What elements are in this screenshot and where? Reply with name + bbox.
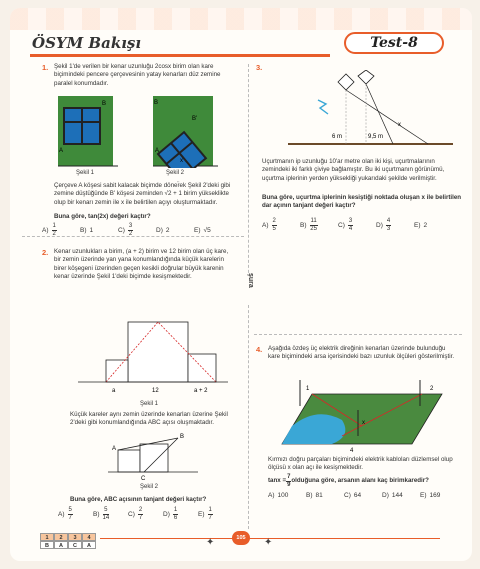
q4-choice-1 <box>306 492 344 499</box>
q2-choice-numerator: 1 <box>173 507 178 513</box>
q2-fig2-square-a2 <box>140 444 168 472</box>
q2-choice-label: A) <box>58 511 65 518</box>
side-logo: şura <box>242 273 254 303</box>
q2-choice-label: E) <box>198 511 205 518</box>
q2-choice-denominator: 6 <box>173 515 178 521</box>
q4-choice-label: A) <box>268 492 275 499</box>
page-footer <box>10 531 472 561</box>
q1-fig1-caption: Şekil 1 <box>76 170 95 176</box>
q4-choice-0 <box>268 492 306 499</box>
q3-choice-label: D) <box>376 222 383 229</box>
q4-figure <box>272 376 452 452</box>
q2-choice-denominator: 7 <box>138 515 143 521</box>
q4-choice-value: 100 <box>277 492 289 499</box>
q1-choice-2 <box>118 223 156 238</box>
q2-choice-fraction <box>173 507 178 522</box>
q2-choice-fraction <box>103 507 110 522</box>
footer-figure-right: ✦ <box>264 537 273 548</box>
q2-fig2-label-b: B <box>180 434 185 440</box>
q2-choice-numerator: 2 <box>138 507 143 513</box>
q3-choice-numerator: 3 <box>348 218 353 224</box>
q3-intro: Uçurtmanın ip uzunluğu 10'ar metre olan iki kişi, uçurtmalarının zemindeki iki farklı çiviye bağlamıştır. Bu iki uçurtmanın görünümü, uçurtma iplerinin yerden yüksekliği yukarıdaki şekilde verilmiştir. <box>262 158 445 182</box>
q3-choice-label: B) <box>300 222 307 229</box>
q4-question <box>268 474 462 489</box>
answer-key-numbers-0: 1 <box>40 533 54 541</box>
q1-body: Çerçeve A köşesi sabit kalacak biçimde döner̈ek Şekil 2'deki gibi zemine düştüğünde B' köşesi zeminden √2 + 1 birim yükseklikte olup bir kenarı zemin ile x ile belirtilen açıyı oluşturmaktadır. <box>54 182 231 206</box>
q4-question-post: olduğuna göre, arsanın alanı kaç birimkaredir? <box>291 477 429 485</box>
q1-choices <box>42 223 232 238</box>
q3-choice-fraction <box>386 218 391 233</box>
q1-fig2-caption: Şekil 2 <box>166 170 185 176</box>
q3-question: Buna göre, uçurtma iplerinin kesiştiği noktada oluşan x ile belirtilen dar açının tanjant değeri kaçtır? <box>262 194 462 210</box>
q2-choice-label: D) <box>163 511 170 518</box>
answer-key <box>40 533 96 549</box>
answer-key-numbers <box>40 533 96 541</box>
q4-choices <box>268 492 458 499</box>
q1-choice-label: C) <box>118 227 125 234</box>
q3-tail-decoration <box>318 100 328 114</box>
q4-choice-label: E) <box>420 492 427 499</box>
q2-choice-0 <box>58 507 93 522</box>
q3-divider <box>254 334 462 335</box>
q4-choice-label: B) <box>306 492 313 499</box>
q1-choice-label: D) <box>156 227 163 234</box>
q2-fig2-square-a <box>118 450 140 472</box>
q2-choice-2 <box>128 507 163 522</box>
q3-choice-denominator: 5 <box>272 226 276 232</box>
q1-fig2-label-a: A <box>155 148 160 154</box>
q2-choice-numerator: 5 <box>104 507 108 513</box>
q3-kite-left <box>338 74 354 90</box>
q4-label-1: 1 <box>306 386 310 392</box>
q1-choice-numerator: 1 <box>52 223 56 229</box>
q3-choice-2 <box>338 218 376 233</box>
q3-choice-label: C) <box>338 222 345 229</box>
q2-choice-4 <box>198 507 233 522</box>
q2-label-a: a <box>112 388 116 394</box>
q2-choice-3 <box>163 507 198 522</box>
q1-choice-3 <box>156 223 194 238</box>
page-number: 105 <box>232 531 250 545</box>
q2-number: 2. <box>42 248 49 257</box>
q4-choice-label: D) <box>382 492 389 499</box>
q4-water <box>282 414 345 444</box>
q3-choice-numerator: 4 <box>386 218 391 224</box>
q2-choice-denominator: 7 <box>208 515 212 521</box>
q2-fig2-caption: Şekil 2 <box>140 484 159 490</box>
q3-choice-numerator: 11 <box>310 218 317 224</box>
q2-label-12: 12 <box>152 388 159 394</box>
q3-kite-right <box>358 70 374 84</box>
q3-choice-1 <box>300 218 338 233</box>
q3-choices <box>262 218 452 233</box>
test-title: Test-8 <box>344 32 444 54</box>
q4-label-x: x <box>362 420 365 426</box>
q1-choice-label: B) <box>80 227 87 234</box>
q4-choice-value: 81 <box>315 492 323 499</box>
q1-choice-fraction <box>128 223 133 238</box>
workbook-page <box>10 8 472 561</box>
q2-choice-fraction <box>208 507 213 522</box>
q1-question: Buna göre, tan(2x) değeri kaçtır? <box>54 213 151 220</box>
top-decorative-pattern <box>10 8 472 30</box>
q3-string-left <box>346 90 428 144</box>
q2-fig2-label-a: A <box>112 446 117 452</box>
q4-question-den: 9 <box>287 482 291 488</box>
q1-choice-denominator: 2 <box>52 231 56 237</box>
q4-label-2: 2 <box>430 386 434 392</box>
q3-choice-label: A) <box>262 222 269 229</box>
q2-choice-numerator: 1 <box>208 507 212 513</box>
answer-key-letters <box>40 541 96 549</box>
q1-figures <box>58 96 238 168</box>
q1-choice-value: 1 <box>89 227 94 234</box>
q3-choice-denominator: 3 <box>386 226 391 232</box>
q2-label-a2: a + 2 <box>194 388 208 394</box>
q1-choice-1 <box>80 223 118 238</box>
brand-title: ÖSYM Bakışı <box>32 34 142 52</box>
q2-choice-1 <box>93 507 128 522</box>
q4-body: Kırmızı doğru parçaları biçimindeki elektrik kabloları düzlemsel olup ölçüsü x olan açı ile kesişmektedir. <box>268 456 453 472</box>
q4-choice-2 <box>344 492 382 499</box>
q1-number: 1. <box>42 63 49 72</box>
q1-choice-label: A) <box>42 227 49 234</box>
q2-big-square <box>128 322 188 382</box>
q3-choice-denominator: 25 <box>310 226 317 232</box>
q3-choice-value: 2 <box>423 222 428 229</box>
q3-choice-fraction <box>348 218 353 233</box>
q2-choice-fraction <box>68 507 73 522</box>
q1-choice-value: √5 <box>203 227 211 234</box>
q1-choice-4 <box>194 223 232 238</box>
answer-key-letters-3: A <box>82 541 96 549</box>
q2-fig2 <box>108 428 198 483</box>
footer-figure-left: ✦ <box>206 537 215 548</box>
q2-choice-label: C) <box>128 511 135 518</box>
q1-choice-numerator: 3 <box>128 223 133 229</box>
q3-choice-fraction <box>272 218 277 233</box>
q3-label-9-5m: 9,5 m <box>368 134 384 140</box>
q4-choice-value: 169 <box>429 492 441 499</box>
q1-fig1-label-b: B <box>102 101 107 107</box>
q2-intro: Kenar uzunlukları a birim, (a + 2) birim ve 12 birim olan üç kare, bir zemin üzerinde yan yana konumlandığında küçük karelerin birer köşegeni üzerinden geçen kesikli doğrular büyük karenin kenar üzerinde Şekil 1'deki biçimde kesişmektedir. <box>54 248 229 281</box>
q4-choice-4 <box>420 492 458 499</box>
q1-choice-fraction <box>52 223 57 238</box>
q2-choice-fraction <box>138 507 143 522</box>
q3-choice-label: E) <box>414 222 421 229</box>
q4-choice-label: C) <box>344 492 351 499</box>
q2-choice-label: B) <box>93 511 100 518</box>
q2-fig1 <box>78 310 228 400</box>
q2-fig1-caption: Şekil 1 <box>140 401 159 407</box>
q2-question: Buna göre, ABC açısının tanjant değeri kaçtır? <box>70 496 207 503</box>
q3-choice-0 <box>262 218 300 233</box>
q1-choice-label: E) <box>194 227 201 234</box>
answer-key-numbers-1: 2 <box>54 533 68 541</box>
q2-choices <box>58 507 233 522</box>
q3-choice-numerator: 2 <box>272 218 276 224</box>
answer-key-numbers-2: 3 <box>68 533 82 541</box>
q1-fig2-label-b-prime: B' <box>192 116 198 122</box>
q4-choice-value: 144 <box>391 492 403 499</box>
q4-intro: Aşağıda özdeş üç elektrik direğinin kenarları üzerinde bulunduğu kare biçimindeki arsa içerisindeki bazı uzunluk ölçüleri gösterilmiştir. <box>268 345 455 361</box>
q3-label-x: x <box>398 122 401 128</box>
q4-label-4: 4 <box>350 448 354 452</box>
q3-choice-4 <box>414 218 452 233</box>
q2-fig2-label-c: C <box>141 476 146 482</box>
answer-key-letters-1: A <box>54 541 68 549</box>
q2-body: Küçük kareler aynı zemin üzerinde kenarları üzerine Şekil 2'deki gibi konumlandığında ABC açısı oluşmaktadır. <box>70 411 228 427</box>
q4-choice-value: 64 <box>353 492 362 499</box>
q3-choice-denominator: 4 <box>348 226 353 232</box>
answer-key-letters-0: B <box>40 541 54 549</box>
answer-key-numbers-3: 4 <box>82 533 96 541</box>
page-header <box>10 32 472 58</box>
q4-question-num: 7 <box>287 474 291 480</box>
q1-fig2-label-b: B <box>154 100 159 106</box>
q4-choice-3 <box>382 492 420 499</box>
q1-fig2-label-x: x <box>180 158 183 164</box>
q1-choice-value: 2 <box>165 227 170 234</box>
q2-choice-numerator: 5 <box>68 507 72 513</box>
q3-number: 3. <box>256 63 263 72</box>
q3-label-6m: 6 m <box>332 134 343 140</box>
q3-choice-fraction <box>310 218 318 233</box>
q3-choice-3 <box>376 218 414 233</box>
q1-choice-0 <box>42 223 80 238</box>
q2-choice-denominator: 14 <box>102 515 110 521</box>
q1-choice-denominator: 2 <box>128 231 133 237</box>
q3-figure <box>278 70 458 150</box>
q1-fig1-label-a: A <box>59 148 64 154</box>
answer-key-letters-2: C <box>68 541 82 549</box>
q4-number: 4. <box>256 345 263 354</box>
brand-underline <box>30 54 330 57</box>
q1-intro: Şekil 1'de verilen bir kenar uzunluğu 2cosx birim olan kare biçimindeki pencere çerçevesinin yatay kenarları düz zemine paralel konumdadır. <box>54 63 221 87</box>
q2-small-square-a2 <box>188 354 216 382</box>
q2-choice-denominator: 7 <box>68 515 72 521</box>
q4-question-pre: tanx = <box>268 477 287 485</box>
